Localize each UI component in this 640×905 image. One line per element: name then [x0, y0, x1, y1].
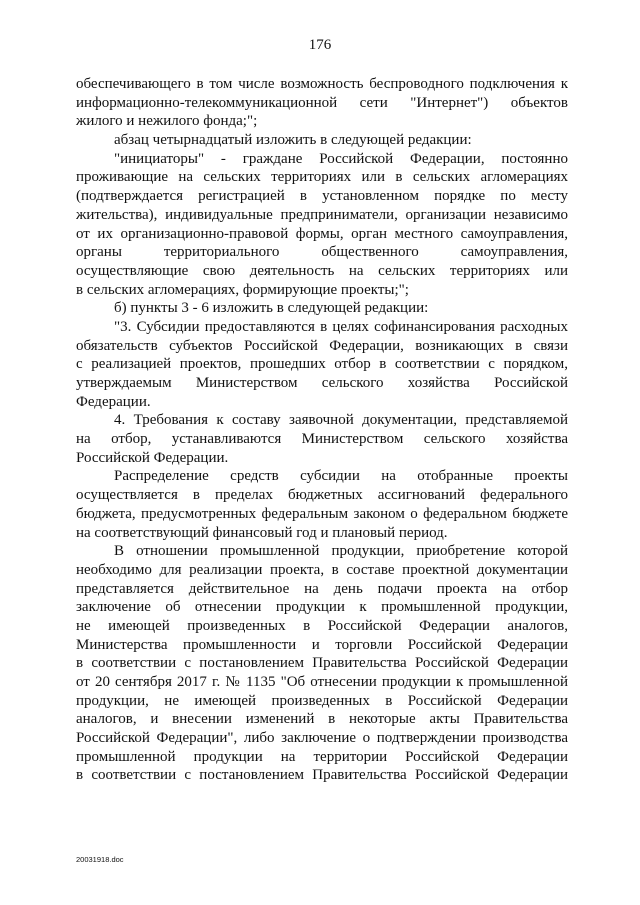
text-line: продукции, не имеющей произведенных в Российской Федерации [76, 692, 568, 709]
text-line: в сельских агломерациях, формирующие проекты;"; [76, 281, 409, 298]
text-line: утверждаемым Министерством сельского хозяйства Российской [76, 375, 568, 391]
text-line: информационно-телекоммуникационной сети "Интернет") объектов [76, 94, 568, 111]
text-line: в соответствии с постановлением Правительства Российской Федерации [76, 655, 568, 672]
text-line: Министерства промышленности и торговли Российской Федерации [76, 636, 568, 653]
text-line: осуществляется в пределах бюджетных ассигнований федерального [76, 487, 568, 504]
text-line: от их организационно-правовой формы, орган местного самоуправления, [76, 225, 568, 242]
text-line: В отношении промышленной продукции, приобретение которой [114, 543, 568, 560]
text-line: (подтверждается регистрацией в установленном порядке по месту [76, 188, 568, 205]
text-line: от 20 сентября 2017 г. № 1135 "Об отнесении продукции к промышленной [76, 674, 568, 690]
text-line: промышленной продукции на территории Российской Федерации [76, 748, 568, 765]
text-line: с реализацией проектов, прошедших отбор в соответствии с порядком, [76, 356, 568, 373]
text-line: заключение об отнесении продукции к промышленной продукции, [76, 599, 568, 616]
text-line: абзац четырнадцатый изложить в следующей редакции: [114, 132, 472, 149]
text-line: обеспечивающего в том числе возможность беспроводного подключения к [76, 76, 568, 92]
text-line: органы территориального общественного самоуправления, [76, 244, 568, 261]
text-line: аналогов, и внесении изменений в некоторые акты Правительства [76, 711, 568, 728]
text-line: "инициаторы" - граждане Российской Федерации, постоянно [114, 150, 568, 167]
text-line: Российской Федерации. [76, 449, 229, 466]
text-line: бюджета, предусмотренных федеральным законом о федеральном бюджете [76, 505, 568, 522]
text-line: Распределение средств субсидии на отобранные проекты [114, 468, 568, 485]
text-line: не имеющей произведенных в Российской Федерации аналогов, [76, 617, 568, 634]
text-line: на отбор, устанавливаются Министерством сельского хозяйства [76, 431, 568, 448]
page-number: 176 [308, 37, 332, 53]
text-line: жительства), индивидуальные предприниматели, организации независимо [76, 206, 568, 223]
text-line: необходимо для реализации проекта, в составе проектной документации [76, 561, 568, 578]
text-line: представляется действительное на день подачи проекта на отбор [76, 580, 568, 597]
document-body [76, 75, 568, 785]
text-line: жилого и нежилого фонда;"; [76, 113, 258, 130]
text-line: на соответствующий финансовый год и плановый период. [76, 524, 448, 541]
text-line: Российской Федерации", либо заключение о подтверждении производства [76, 730, 568, 747]
text-line: обязательств субъектов Российской Федерации, возникающих в связи [76, 337, 568, 354]
text-line: 4. Требования к составу заявочной документации, представляемой [114, 412, 568, 429]
text-line: б) пункты 3 - 6 изложить в следующей редакции: [114, 300, 429, 317]
text-line: "3. Субсидии предоставляются в целях софинансирования расходных [114, 318, 568, 335]
text-line: проживающие на сельских территориях или в сельских агломерациях [76, 169, 568, 186]
text-line: в соответствии с постановлением Правительства Российской Федерации [76, 767, 568, 784]
footer-filename: 20031918.doc [76, 855, 124, 864]
text-line: Федерации. [76, 393, 151, 410]
text-line: осуществляющие свою деятельность на сельских территориях или [76, 262, 568, 279]
